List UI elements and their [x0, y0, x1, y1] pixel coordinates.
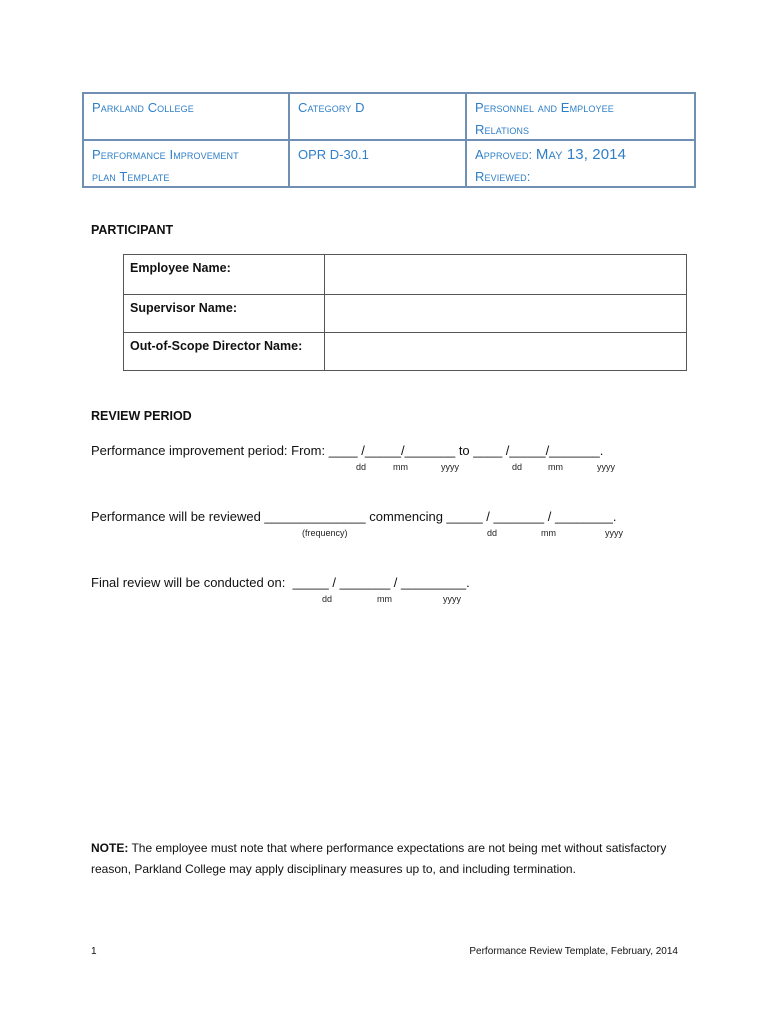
from-dd-label: dd [356, 462, 367, 472]
commencing-dd-label: dd [487, 528, 498, 538]
department-line-2: Relations [475, 122, 530, 137]
note-label: NOTE: [91, 841, 129, 855]
from-yyyy-label: yyyy [441, 462, 459, 472]
footer-text: Performance Review Template, February, 2014 [469, 946, 678, 957]
director-name-field[interactable] [325, 333, 686, 372]
director-name-label: Out-of-Scope Director Name: [130, 339, 303, 353]
approved-label: Approved: [475, 147, 533, 162]
approved-date: May 13, 2014 [535, 146, 627, 163]
supervisor-name-field[interactable] [325, 295, 686, 334]
final-dd-label: dd [322, 594, 333, 604]
page-number: 1 [91, 946, 97, 957]
approval-info [467, 141, 692, 188]
policy-code: OPR D-30.1 [298, 147, 369, 162]
supervisor-name-label: Supervisor Name: [130, 301, 237, 315]
frequency-label: (frequency) [302, 528, 348, 538]
improvement-period-line: Performance improvement period: From: ____ /_____/_______ to ____ /_____/_______. [91, 443, 604, 458]
employee-name-row [124, 255, 686, 294]
participant-table [123, 254, 687, 371]
final-review-line: Final review will be conducted on: _____ / _______ / _________. [91, 575, 470, 590]
note-text: The employee must note that where performance expectations are not being met without satisfactory reason, Parkland College may apply disciplinary measures up to, and including termination. [91, 841, 667, 876]
reviewed-label: Reviewed: [475, 169, 531, 184]
commencing-mm-label: mm [541, 528, 556, 538]
review-period-heading: REVIEW PERIOD [91, 409, 192, 423]
from-mm-label: mm [393, 462, 408, 472]
college-name: Parkland College [92, 100, 194, 115]
to-mm-label: mm [548, 462, 563, 472]
commencing-yyyy-label: yyyy [605, 528, 623, 538]
final-mm-label: mm [377, 594, 392, 604]
employee-name-label: Employee Name: [130, 261, 231, 275]
department-line-1: Personnel and Employee [475, 100, 614, 115]
disciplinary-note [91, 838, 691, 880]
to-dd-label: dd [512, 462, 523, 472]
template-title-line-1: Performance Improvement [92, 147, 239, 162]
to-yyyy-label: yyyy [597, 462, 615, 472]
supervisor-name-row [124, 294, 686, 334]
policy-category: Category D [298, 100, 365, 115]
policy-header-table [82, 92, 696, 188]
director-name-row [124, 332, 686, 372]
employee-name-field[interactable] [325, 255, 686, 294]
template-title-line-2: plan Template [92, 169, 170, 184]
participant-heading: PARTICIPANT [91, 223, 174, 237]
department-name [467, 94, 692, 141]
final-yyyy-label: yyyy [443, 594, 461, 604]
approved-line [475, 144, 692, 166]
review-frequency-line: Performance will be reviewed ______________ commencing _____ / _______ / ________. [91, 509, 617, 524]
template-title [84, 141, 288, 188]
